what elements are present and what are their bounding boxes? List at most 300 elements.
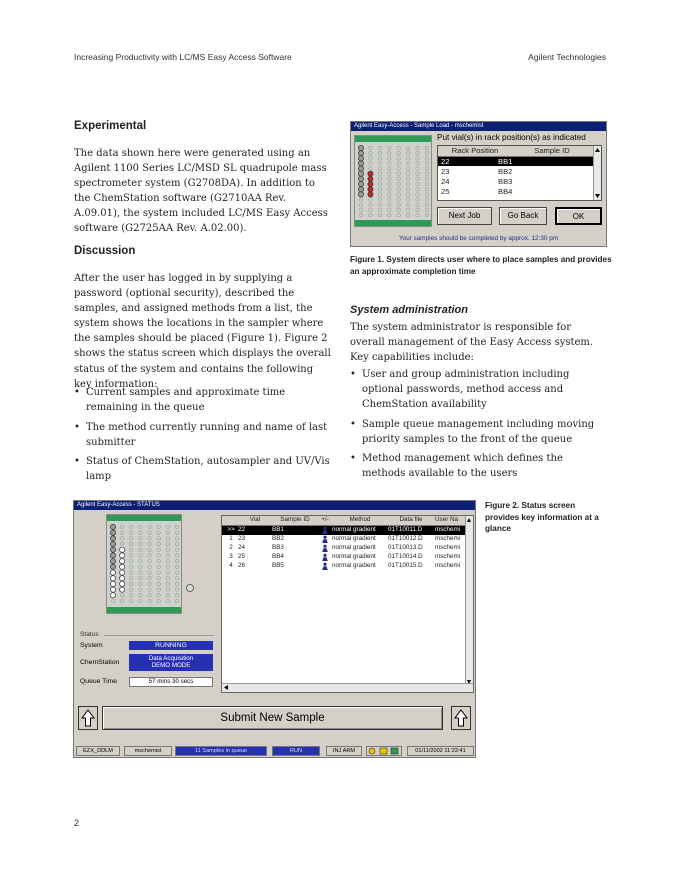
cell-method: normal gradient [332, 553, 376, 560]
vial-slot [110, 547, 115, 552]
discussion-paragraph: After the user has logged in by supplying a password (optional security), described the samples, and assigned methods from a list, the system shows the locations in the sampler where the samples should be placed (Figure 1). Figure 2 shows the status screen which displays the overall status of the system and contains the following key information: [74, 273, 331, 390]
vial-slot [166, 542, 170, 546]
vial-slot [416, 146, 420, 150]
vial-slot [175, 554, 179, 558]
vial-slot [425, 177, 429, 181]
vial-slot [175, 565, 179, 569]
vial-slot [425, 198, 429, 202]
vial-slot [397, 157, 401, 161]
vial-slot [110, 536, 115, 541]
vial-slot [387, 151, 391, 155]
bullet-item: • User and group administration including optional passwords, method access and ChemStation availability [350, 367, 608, 412]
bullet-item: • The method currently running and name of last submitter [74, 420, 332, 450]
vial-slot [139, 582, 143, 586]
cell-id: BB3 [498, 176, 513, 186]
cell-vial: 26 [238, 562, 246, 569]
table-vertical-scrollbar[interactable] [465, 516, 473, 692]
vial-slot [166, 525, 170, 529]
vial-slot [120, 553, 125, 558]
vial-slot [425, 187, 429, 191]
status-group-label: Status [80, 631, 99, 638]
vial-slot [148, 594, 152, 598]
vial-slot [406, 172, 410, 176]
vial-slot [175, 537, 179, 541]
vial-slot [425, 157, 429, 161]
cell-n: 2 [229, 544, 233, 551]
vial-slot [166, 554, 170, 558]
table-row[interactable] [438, 187, 594, 197]
vial-slot [416, 208, 420, 212]
vial-slot [129, 576, 133, 580]
vial-slot [378, 187, 382, 191]
vial-slot [397, 177, 401, 181]
cell-pos: 22 [441, 156, 450, 166]
col-user-name: User Na [435, 516, 459, 523]
vial-slot [166, 531, 170, 535]
vial-slot [166, 576, 170, 580]
col-plus-minus: +/- [321, 516, 329, 523]
cell-sid: BB4 [272, 553, 284, 560]
vial-slot [110, 587, 115, 592]
table-scrollbar[interactable] [593, 146, 601, 200]
scroll-arrows-icon [466, 516, 472, 692]
vial-slot [129, 559, 133, 563]
vial-slot [175, 571, 179, 575]
status-queue-count: 11 Samples in queue [175, 746, 267, 756]
vial-slot [157, 582, 161, 586]
vial-slot [148, 599, 152, 603]
vial-slot [425, 167, 429, 171]
status-user: mschemist [124, 746, 172, 756]
vial-slot [378, 213, 382, 217]
vial-slot [416, 151, 420, 155]
cell-vial: 23 [238, 535, 246, 542]
rack-vial-grid [107, 515, 181, 613]
vial-slot [406, 198, 410, 202]
table-row[interactable] [222, 553, 473, 562]
vial-slot [148, 525, 152, 529]
vial-slot [157, 559, 161, 563]
experimental-heading: Experimental [74, 120, 147, 132]
cell-method: normal gradient [332, 526, 376, 533]
vial-slot [406, 187, 410, 191]
status-group-divider [104, 635, 214, 636]
figure1-rack-table[interactable] [437, 145, 602, 201]
vial-slot [378, 193, 382, 197]
vial-slot [139, 531, 143, 535]
scroll-arrows-icon [222, 684, 472, 691]
rack-turn-knob-icon[interactable] [186, 584, 194, 592]
queue-time-label: Queue Time [80, 678, 118, 685]
sysadmin-heading: System administration [350, 304, 468, 316]
system-status-badge: RUNNING [129, 641, 213, 650]
vial-slot [378, 198, 382, 202]
figure1-sample-load-window [350, 121, 607, 247]
cell-user: mschemi [435, 553, 461, 560]
vial-slot [120, 542, 124, 546]
vial-slot [129, 582, 133, 586]
vial-slot [416, 177, 420, 181]
vial-slot [406, 162, 410, 166]
vial-slot [175, 599, 179, 603]
vial-slot [406, 208, 410, 212]
vial-slot [110, 570, 115, 575]
table-row[interactable] [222, 562, 473, 571]
vial-slot [416, 203, 420, 207]
vial-slot [157, 548, 161, 552]
submit-new-sample-button[interactable]: Submit New Sample [102, 706, 443, 730]
vial-slot [148, 571, 152, 575]
vial-slot [397, 172, 401, 176]
vial-slot [139, 548, 143, 552]
status-datetime: 01/11/2002 11:22:41 [407, 746, 474, 756]
vial-slot [359, 208, 363, 212]
vial-slot [139, 525, 143, 529]
vial-slot [369, 198, 373, 202]
vial-slot [416, 167, 420, 171]
vial-slot [110, 541, 115, 546]
vial-slot [110, 593, 115, 598]
figure1-autosampler-rack [354, 135, 432, 227]
figure2-queue-table[interactable] [221, 515, 474, 693]
vial-slot [369, 157, 373, 161]
vial-slot [175, 594, 179, 598]
ok-button[interactable]: OK [555, 207, 602, 225]
col-vial: Vial [249, 516, 261, 523]
cell-method: normal gradient [332, 562, 376, 569]
table-row[interactable] [438, 157, 594, 167]
vial-slot [110, 564, 115, 569]
status-inj-arm: INJ ARM [326, 746, 362, 756]
vial-slot [175, 542, 179, 546]
vial-slot [416, 213, 420, 217]
vial-slot [148, 582, 152, 586]
vial-slot [416, 162, 420, 166]
cell-user: mschemi [435, 526, 461, 533]
figure2-autosampler-rack [106, 514, 182, 614]
bullet-item: • Sample queue management including moving priority samples to the front of the queue [350, 417, 608, 447]
vial-slot [369, 162, 373, 166]
vial-slot [378, 203, 382, 207]
vial-slot [425, 162, 429, 166]
vial-slot [166, 565, 170, 569]
vial-slot [139, 565, 143, 569]
table-row[interactable] [222, 544, 473, 553]
vial-slot [406, 177, 410, 181]
table-row[interactable] [222, 526, 473, 535]
vial-slot [120, 594, 124, 598]
figure2-caption: Figure 2. Status screen provides key information at a glance [485, 501, 599, 533]
table-row[interactable] [222, 535, 473, 544]
cell-vial: 25 [238, 553, 246, 560]
cell-id: BB4 [498, 186, 513, 196]
discussion-bullets [74, 385, 332, 489]
cell-sid: BB1 [272, 526, 284, 533]
vial-slot [129, 588, 133, 592]
vial-slot [358, 145, 363, 150]
cell-pos: 25 [441, 186, 450, 196]
next-job-button[interactable]: Next Job [437, 207, 492, 225]
chemstation-label: ChemStation [80, 659, 120, 666]
page-number: 2 [74, 818, 80, 828]
table-header [222, 516, 473, 526]
vial-slot [406, 146, 410, 150]
status-run: RUN [272, 746, 320, 756]
col-data-file: Data file [399, 516, 423, 523]
vial-slot [378, 182, 382, 186]
vial-slot [166, 582, 170, 586]
vial-slot [148, 576, 152, 580]
vial-slot [175, 559, 179, 563]
system-label: System [80, 642, 103, 649]
cell-file: 01T10015.D [388, 562, 423, 569]
vial-slot [175, 548, 179, 552]
vial-slot [397, 151, 401, 155]
vial-slot [406, 203, 410, 207]
vial-slot [406, 213, 410, 217]
figure1-completion-message: Your samples should be completed by approx. 12:30 pm [398, 235, 559, 242]
vial-slot [406, 182, 410, 186]
go-back-button[interactable]: Go Back [499, 207, 547, 225]
vial-slot [359, 213, 363, 217]
vial-slot [129, 531, 133, 535]
vial-slot [166, 599, 170, 603]
vial-slot [387, 162, 391, 166]
move-up-left-button[interactable] [78, 706, 98, 730]
vial-slot [120, 564, 125, 569]
cell-id: BB1 [498, 156, 513, 166]
vial-slot [397, 146, 401, 150]
cell-pos: 24 [441, 176, 450, 186]
discussion-heading: Discussion [74, 245, 136, 257]
vial-slot [175, 582, 179, 586]
cell-id: BB2 [498, 166, 513, 176]
figure1-prompt: Put vial(s) in rack position(s) as indicated [437, 133, 586, 142]
vial-slot [175, 531, 179, 535]
vial-slot [406, 157, 410, 161]
vial-slot [397, 182, 401, 186]
vial-slot [358, 166, 363, 171]
vial-slot [175, 576, 179, 580]
vial-slot [387, 198, 391, 202]
vial-slot [148, 548, 152, 552]
scroll-arrows-icon [594, 146, 601, 200]
vial-slot [148, 542, 152, 546]
vial-slot [148, 588, 152, 592]
vial-slot [416, 198, 420, 202]
vial-slot [129, 599, 133, 603]
vial-slot [120, 531, 124, 535]
col-method: Method [349, 516, 371, 523]
cell-file: 01T10011.D [388, 526, 423, 533]
vial-slot [120, 570, 125, 575]
vial-slot [157, 525, 161, 529]
vial-slot [157, 542, 161, 546]
vial-slot [120, 587, 125, 592]
vial-slot [139, 594, 143, 598]
vial-slot [378, 162, 382, 166]
vial-slot [406, 193, 410, 197]
vial-slot [148, 537, 152, 541]
vial-slot [425, 213, 429, 217]
cell-n: 4 [229, 562, 233, 569]
vial-slot [157, 531, 161, 535]
vial-slot [157, 571, 161, 575]
vial-slot [120, 547, 125, 552]
vial-slot [368, 176, 373, 181]
vial-slot [139, 554, 143, 558]
vial-slot [416, 157, 420, 161]
vial-slot [406, 151, 410, 155]
vial-slot [139, 571, 143, 575]
vial-slot [166, 571, 170, 575]
col-sample-id: Sample ID [280, 516, 310, 523]
status-icons [366, 746, 402, 756]
vial-slot [166, 594, 170, 598]
person-icon [321, 553, 329, 561]
vial-slot [378, 172, 382, 176]
vial-slot [148, 559, 152, 563]
chemstation-status-line: Data Acquisition [148, 655, 194, 662]
vial-slot [425, 193, 429, 197]
vial-slot [148, 554, 152, 558]
vial-slot [157, 565, 161, 569]
vial-slot [387, 146, 391, 150]
vial-slot [368, 187, 373, 192]
vial-slot [358, 171, 363, 176]
cell-sid: BB3 [272, 544, 284, 551]
bullet-item: • Method management which defines the methods available to the users [350, 451, 608, 481]
experimental-paragraph: The data shown here were generated using an Agilent 1100 Series LC/MSD SL quadrupole mass spectrometer system (G2708DA). In addition to the ChemStation software (G2710AA Rev. A.09.01), the system included LC/MS Easy Access software (G2725AA Rev. A.02.00). [74, 148, 328, 235]
vial-slot [110, 581, 115, 586]
vial-slot [369, 146, 373, 150]
vial-slot [369, 167, 373, 171]
vial-slot [110, 576, 115, 581]
vial-slot [425, 208, 429, 212]
col-sample-id: Sample ID [534, 146, 570, 155]
vial-slot [397, 208, 401, 212]
vial-slot [425, 172, 429, 176]
vial-slot [425, 146, 429, 150]
cell-vial: 22 [238, 526, 246, 533]
vial-slot [175, 525, 179, 529]
table-row[interactable] [438, 167, 594, 177]
figure2-title-bar: Agilent Easy-Access - STATUS [74, 501, 475, 510]
vial-slot [358, 181, 363, 186]
cell-file: 01T10013.D [388, 544, 423, 551]
cell-method: normal gradient [332, 544, 376, 551]
vial-slot [139, 559, 143, 563]
vial-slot [139, 537, 143, 541]
vial-slot [148, 531, 152, 535]
vial-slot [139, 542, 143, 546]
vial-slot [378, 177, 382, 181]
sysadmin-bullets [350, 367, 608, 486]
cell-n: >> [227, 526, 235, 533]
vial-slot [416, 172, 420, 176]
vial-slot [157, 537, 161, 541]
status-lamp-icons [367, 747, 401, 755]
vial-slot [397, 213, 401, 217]
figure1-caption: Figure 1. System directs user where to place samples and provides an approximate completion time [350, 255, 612, 276]
person-icon [321, 544, 329, 552]
cell-vial: 24 [238, 544, 246, 551]
vial-slot [157, 576, 161, 580]
vial-slot [129, 571, 133, 575]
cell-method: normal gradient [332, 535, 376, 542]
vial-slot [166, 548, 170, 552]
vial-slot [387, 182, 391, 186]
vial-slot [358, 161, 363, 166]
vial-slot [129, 537, 133, 541]
vial-slot [387, 157, 391, 161]
vial-slot [120, 525, 124, 529]
vial-slot [111, 599, 115, 603]
vial-slot [397, 198, 401, 202]
queue-time-value: 57 mins 30 secs [129, 677, 213, 687]
vial-slot [378, 146, 382, 150]
vial-slot [120, 581, 125, 586]
rack-vial-grid [355, 136, 431, 226]
table-horizontal-scrollbar[interactable] [222, 683, 473, 692]
vial-slot [166, 559, 170, 563]
person-icon [321, 526, 329, 534]
cell-n: 3 [229, 553, 233, 560]
table-row[interactable] [438, 177, 594, 187]
vial-slot [368, 192, 373, 197]
vial-slot [416, 182, 420, 186]
col-rack-position: Rack Position [451, 146, 499, 155]
vial-slot [129, 548, 133, 552]
vial-slot [358, 187, 363, 192]
cell-user: mschemi [435, 535, 461, 542]
vial-slot [397, 203, 401, 207]
vial-slot [157, 599, 161, 603]
vial-slot [416, 187, 420, 191]
vial-slot [387, 213, 391, 217]
vial-slot [406, 167, 410, 171]
vial-slot [129, 554, 133, 558]
running-header-left: Increasing Productivity with LC/MS Easy Access Software [74, 52, 292, 62]
cell-user: mschemi [435, 562, 461, 569]
figure2-status-bar [74, 746, 475, 757]
vial-slot [148, 565, 152, 569]
person-icon [321, 562, 329, 570]
vial-slot [359, 203, 363, 207]
bullet-item: • Status of ChemStation, autosampler and UV/Vis lamp [74, 454, 332, 484]
vial-slot [416, 193, 420, 197]
vial-slot [368, 181, 373, 186]
vial-slot [359, 198, 363, 202]
vial-slot [166, 537, 170, 541]
vial-slot [387, 172, 391, 176]
move-up-right-button[interactable] [451, 706, 471, 730]
vial-slot [139, 576, 143, 580]
status-instrument: EZX_DDLM [76, 746, 120, 756]
vial-slot [397, 162, 401, 166]
vial-slot [397, 193, 401, 197]
vial-slot [369, 208, 373, 212]
vial-slot [378, 208, 382, 212]
vial-slot [387, 203, 391, 207]
vial-slot [120, 537, 124, 541]
vial-slot [387, 208, 391, 212]
vial-slot [368, 171, 373, 176]
vial-slot [139, 588, 143, 592]
person-icon [321, 535, 329, 543]
vial-slot [358, 192, 363, 197]
cell-file: 01T10014.D [388, 553, 423, 560]
